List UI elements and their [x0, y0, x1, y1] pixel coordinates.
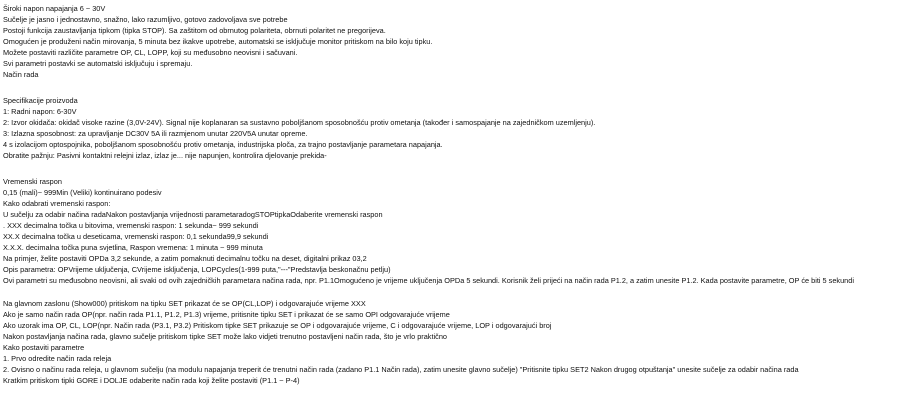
text-line: 1. Prvo odredite način rada releja	[3, 354, 112, 363]
spellcheck-word: OPDa	[444, 276, 465, 285]
text-line: Kratkim pritiskom tipki GORE i DOLJE odaberite način rada koji želite postaviti (P1.1 ~ P-4)	[3, 376, 300, 385]
spellcheck-word: radaNakon	[91, 210, 128, 219]
spellcheck-word: optospojnika	[49, 140, 91, 149]
text-line: Opis parametra: OPVrijeme uključenja, CVrijeme isključenja, LOPCycles(1-999 puta,"---"Predstavlja beskonačnu petlju)	[3, 265, 391, 274]
text-line: Obratite pažnju: Pasivni kontaktni relejni izlaz, izlaz je... nije napunjen, kontrolira djelovanje prekida-	[3, 151, 327, 160]
text-line: Omogućen je produženi način mirovanja, 5 minuta bez ikakve upotrebe, automatski se isključuje monitor pritiskom na bilo koju tipku.	[3, 37, 433, 46]
spellcheck-word: koplanaran	[201, 118, 239, 127]
text-line: 0,15 (mali)~ 999Min (Veliki) kontinuirano podesiv	[3, 188, 162, 197]
text-line: X.X.X. decimalna točka puna svjetlina, Raspon vremena: 1 minuta ~ 999 minuta	[3, 243, 263, 252]
text-line: Postoji funkcija zaustavljanja tipkom (tipka STOP). Sa zaštitom od obrnutog polariteta, obrnuti polaritet ne pregorijeva.	[3, 26, 386, 35]
text-line: XX.X decimalna točka u deseticama, vremenski raspon: 0,1 sekunda99,9 sekundi	[3, 232, 269, 241]
text-line: Svi parametri postavki se automatski isključuju i spremaju.	[3, 59, 193, 68]
text-line: Na primjer, želite postaviti OPDa 3,2 sekunde, a zatim pomaknuti decimalnu točku na deset, digitalni prikaz 03,2	[3, 254, 367, 263]
text-line: Sučelje je jasno i jednostavno, snažno, lako razumljivo, gotovo zadovoljava sve potrebe	[3, 15, 288, 24]
text-line: Nakon postavljanja načina rada, glavno sučelje pritiskom tipke SET može lako vidjeti trenutno postavljeni način rada, što je vrlo praktično	[3, 332, 447, 341]
section-heading: Specifikacije proizvoda	[3, 96, 78, 105]
text-line: . XXX decimalna točka u bitovima, vremenski raspon: 1 sekunda~ 999 sekundi	[3, 221, 259, 230]
text-line: 4 s izolacijom optospojnika, poboljšanom sposobnošću protiv ometanja, industrijska ploča, za trajno postavljanje parametara napajanja.	[3, 140, 443, 149]
text-line: Možete postaviti različite parametre OP, CL, LOPP, koji su međusobno neovisni i sačuvani.	[3, 48, 298, 57]
spellcheck-word: parametaradogSTOPtipkaOdaberite	[205, 210, 323, 219]
spellcheck-word: samospajanje	[455, 118, 501, 127]
text-line: 1: Radni napon: 6-30V	[3, 107, 77, 116]
spellcheck-word: LOPCycles	[201, 265, 239, 274]
text-paragraph: Ovi parametri su međusobno neovisni, ali svaki od ovih zajedničkih parametara načina rada, npr. P1.1Omogućeno je vrijeme uključenja OPDa 5 sekundi. Korisnik želi prijeći na način rada P1.2, a zatim unesite P1.2. Kada postavite parametre, OP će biti 5 sekundi	[3, 276, 854, 285]
text-line: U sučelju za odabir načina radaNakon postavljanja vrijednosti parametaradogSTOPtipkaOdaberite vremenski raspon	[3, 210, 383, 219]
text-line: Način rada	[3, 70, 39, 79]
section-heading: Vremenski raspon	[3, 177, 62, 186]
text-line: Široki napon napajanja 6 ~ 30V	[3, 4, 106, 13]
text-line: 2: Izvor okidača: okidač visoke razine (3,0V-24V). Signal nije koplanaran sa sustavno poboljšanom sposobnošću protiv ometanja (također i samospajanje na zajedničkom uzemljenju).	[3, 118, 596, 127]
spellcheck-word: OPDa	[88, 254, 109, 263]
text-line: Ako je samo način rada OP(npr. način rada P1.1, P1.2, P1.3) vrijeme, pritisnite tipku SET i prikazat će se samo OPI odgovarajuće vrijeme	[3, 310, 450, 319]
text-line: Kako odabrati vremenski raspon:	[3, 199, 111, 208]
spellcheck-word: OPVrijeme	[57, 265, 93, 274]
text-line: 2. Ovisno o načinu rada releja, u glavnom sučelju (na modulu napajanja treperit će trenutni način rada (zadano P1.1 Način rada), zatim unesite glavno sučelje) "Pritisnite tipku SET2 Nakon drugog otpuštanja" unesite sučelje za odabir načina rada	[3, 365, 799, 374]
section-heading: Kako postaviti parametre	[3, 343, 85, 352]
text-line: 3: Izlazna sposobnost: za upravljanje DC30V 5A ili razmjenom unutar 220V5A unutar opreme.	[3, 129, 308, 138]
spellcheck-word: CVrijeme	[131, 265, 162, 274]
text-line: Ako uzorak ima OP, CL, LOP(npr. Način rada (P3.1, P3.2) Pritiskom tipke SET prikazuje se OP i odgovarajuće vrijeme, C i odgovarajuće vrijeme, LOP i odgovarajući broj	[3, 321, 552, 330]
text-line: Na glavnom zaslonu (Show000) pritiskom na tipku SET prikazat će se OP(CL,LOP) i odgovarajuće vrijeme XXX	[3, 299, 366, 308]
